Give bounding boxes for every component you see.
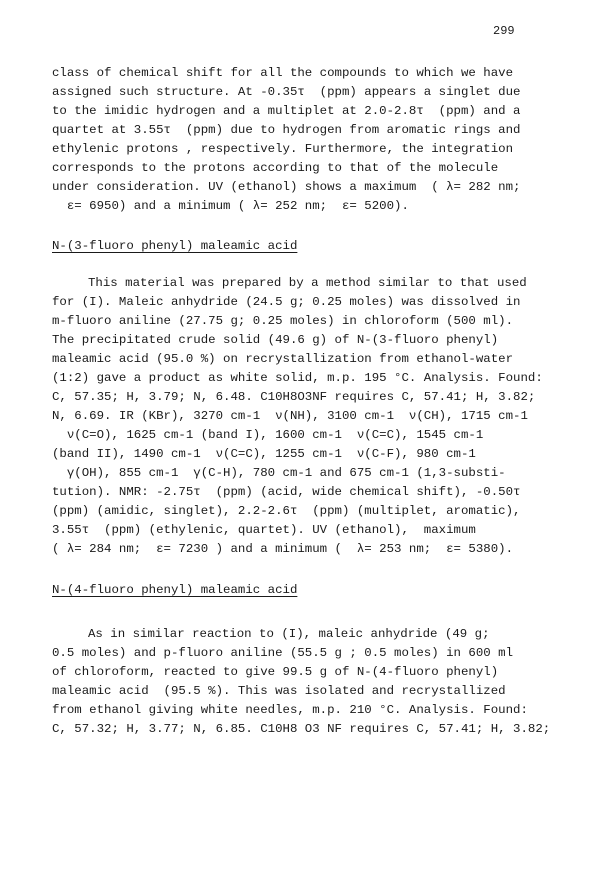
text-line: maleamic acid (95.0 %) on recrystallization from ethanol-water [52,352,514,366]
text-line: to the imidic hydrogen and a multiplet at 2.0-2.8τ (ppm) and a [52,104,521,118]
text-line: class of chemical shift for all the compounds to which we have [52,66,514,80]
text-line: maleamic acid (95.5 %). This was isolated and recrystallized [52,684,506,698]
section-heading: N-(4-fluoro phenyl) maleamic acid [52,583,298,597]
text-line: (1:2) gave a product as white solid, m.p. 195 °C. Analysis. Found: [52,371,543,385]
section-heading: N-(3-fluoro phenyl) maleamic acid [52,239,298,253]
text-line: C, 57.35; H, 3.79; N, 6.48. C10H8O3NF requires C, 57.41; H, 3.82; [52,390,536,404]
text-line: C, 57.32; H, 3.77; N, 6.85. C10H8 O3 NF requires C, 57.41; H, 3.82; [52,722,551,736]
text-line: for (I). Maleic anhydride (24.5 g; 0.25 moles) was dissolved in [52,295,521,309]
text-line: (band II), 1490 cm-1 ν(C=C), 1255 cm-1 ν(C-F), 980 cm-1 [52,447,476,461]
text-line: ethylenic protons , respectively. Furthermore, the integration [52,142,514,156]
text-line: This material was prepared by a method similar to that used [88,276,527,290]
text-line: ( λ= 284 nm; ε= 7230 ) and a minimum ( λ= 253 nm; ε= 5380). [52,542,514,556]
text-line: (ppm) (amidic, singlet), 2.2-2.6τ (ppm) (multiplet, aromatic), [52,504,521,518]
text-line: under consideration. UV (ethanol) shows a maximum ( λ= 282 nm; [52,180,521,194]
text-line: ν(C=O), 1625 cm-1 (band I), 1600 cm-1 ν(C=C), 1545 cm-1 [52,428,484,442]
text-line: of chloroform, reacted to give 99.5 g of N-(4-fluoro phenyl) [52,665,499,679]
text-line: N, 6.69. IR (KBr), 3270 cm-1 ν(NH), 3100 cm-1 ν(CH), 1715 cm-1 [52,409,528,423]
text-line: As in similar reaction to (I), maleic anhydride (49 g; [88,627,490,641]
text-line: quartet at 3.55τ (ppm) due to hydrogen from aromatic rings and [52,123,521,137]
text-line: corresponds to the protons according to that of the molecule [52,161,499,175]
text-line: ε= 6950) and a minimum ( λ= 252 nm; ε= 5200). [52,199,409,213]
text-line: The precipitated crude solid (49.6 g) of N-(3-fluoro phenyl) [52,333,499,347]
text-line: assigned such structure. At -0.35τ (ppm) appears a singlet due [52,85,521,99]
text-line: 0.5 moles) and p-fluoro aniline (55.5 g ; 0.5 moles) in 600 ml [52,646,514,660]
page-number: 299 [493,24,515,38]
text-line: γ(OH), 855 cm-1 γ(C-H), 780 cm-1 and 675 cm-1 (1,3-substi- [52,466,506,480]
text-line: from ethanol giving white needles, m.p. 210 °C. Analysis. Found: [52,703,528,717]
text-line: 3.55τ (ppm) (ethylenic, quartet). UV (ethanol), maximum [52,523,476,537]
text-line: m-fluoro aniline (27.75 g; 0.25 moles) in chloroform (500 ml). [52,314,514,328]
text-line: tution). NMR: -2.75τ (ppm) (acid, wide chemical shift), -0.50τ [52,485,521,499]
